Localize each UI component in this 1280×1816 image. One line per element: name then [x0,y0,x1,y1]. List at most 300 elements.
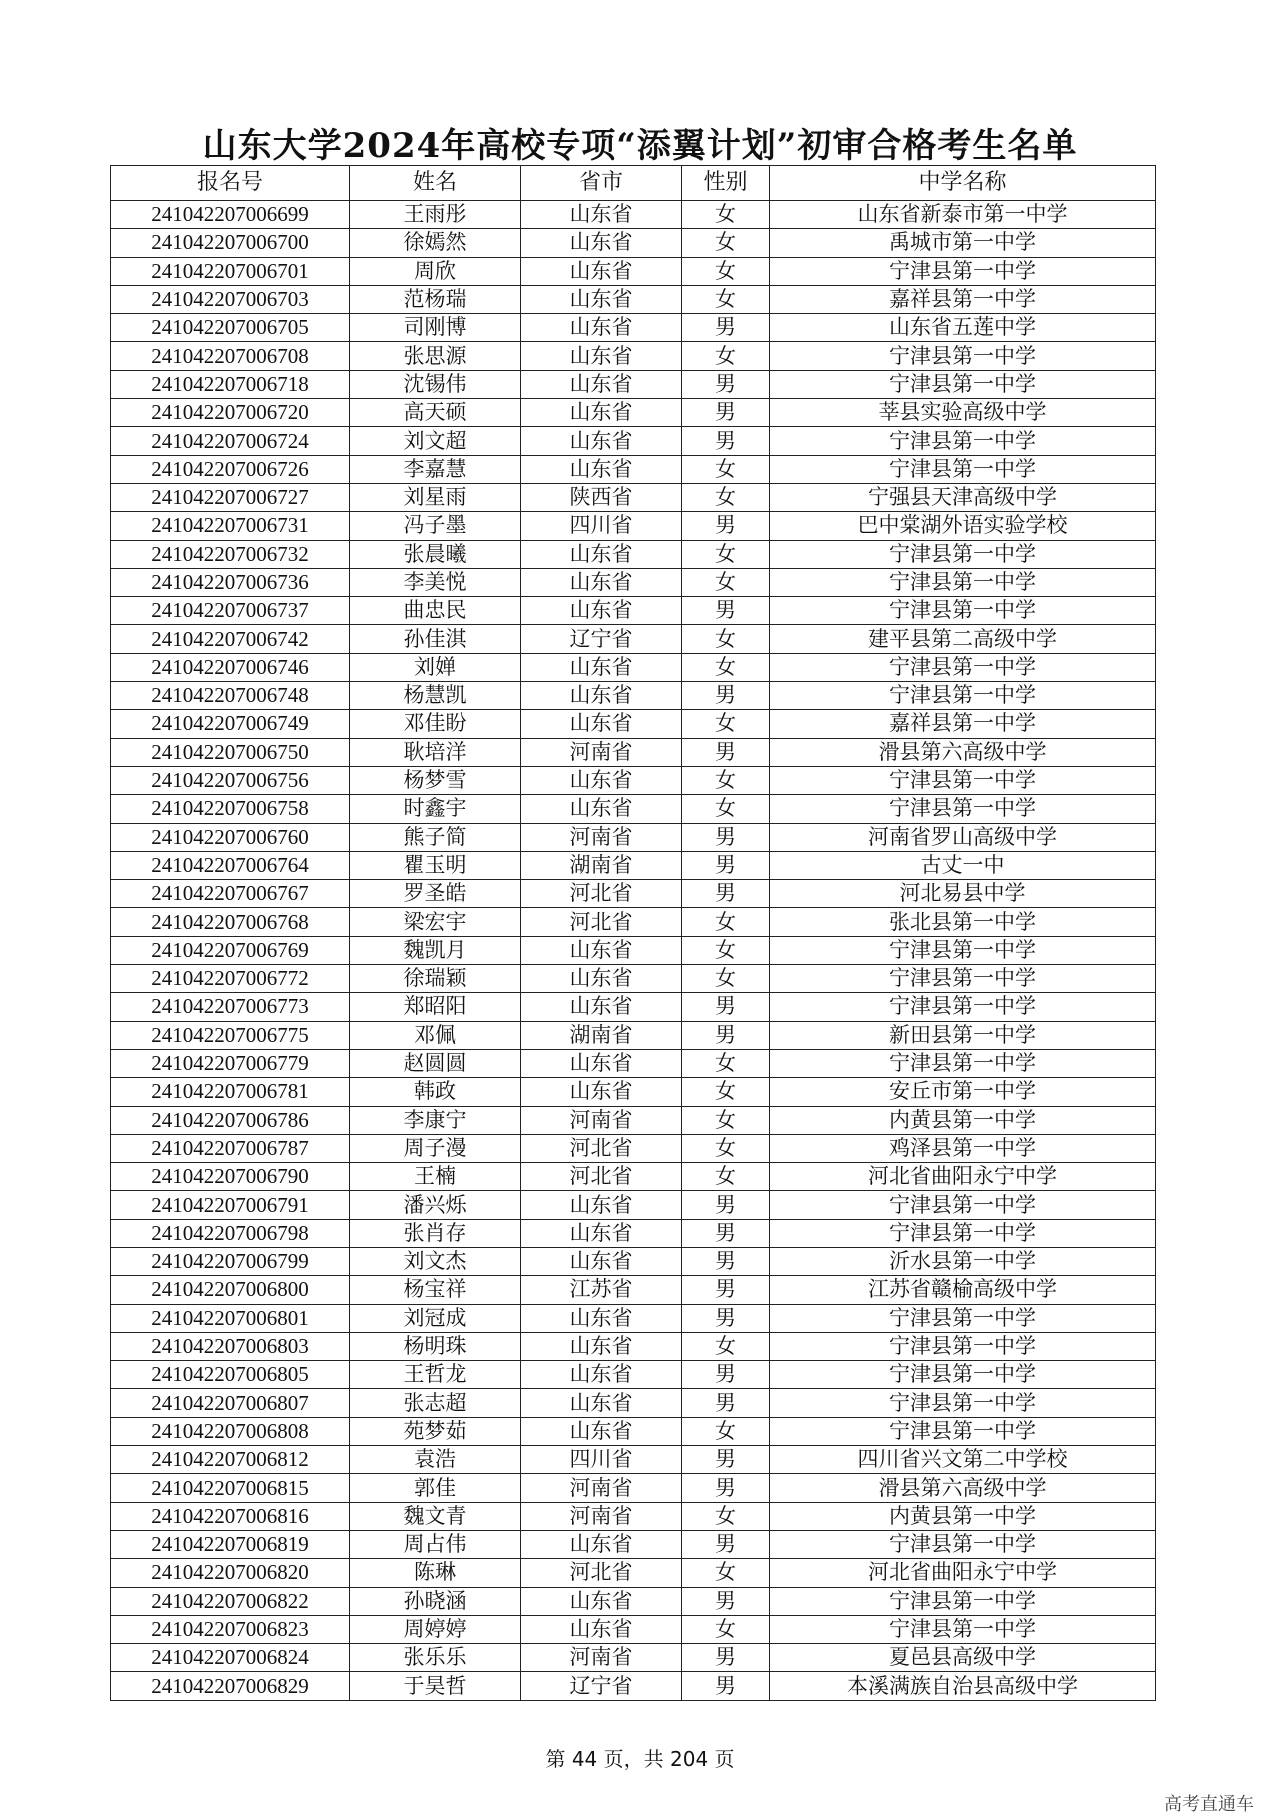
province-cell: 河北省 [521,880,682,908]
column-header-registration-no: 报名号 [111,166,350,201]
province-cell: 山东省 [521,1219,682,1247]
name-cell: 潘兴烁 [350,1191,521,1219]
column-header-gender: 性别 [682,166,770,201]
province-cell: 山东省 [521,257,682,285]
table-row [111,1021,1156,1049]
school-cell: 宁津县第一中学 [770,1530,1156,1558]
name-cell: 苑梦茹 [350,1417,521,1445]
table-row [111,1106,1156,1134]
registration-no-cell: 241042207006772 [111,965,350,993]
name-cell: 刘冠成 [350,1304,521,1332]
school-cell: 本溪满族自治县高级中学 [770,1672,1156,1700]
registration-no-cell: 241042207006815 [111,1474,350,1502]
name-cell: 曲忠民 [350,597,521,625]
table-row [111,342,1156,370]
school-cell: 宁津县第一中学 [770,766,1156,794]
table-header-row [111,166,1156,201]
name-cell: 周欣 [350,257,521,285]
registration-no-cell: 241042207006737 [111,597,350,625]
registration-no-cell: 241042207006791 [111,1191,350,1219]
name-cell: 王楠 [350,1163,521,1191]
school-cell: 宁津县第一中学 [770,795,1156,823]
province-cell: 河南省 [521,823,682,851]
table-row [111,1134,1156,1162]
table-row [111,568,1156,596]
registration-no-cell: 241042207006705 [111,314,350,342]
table-row [111,1446,1156,1474]
name-cell: 袁浩 [350,1446,521,1474]
registration-no-cell: 241042207006731 [111,512,350,540]
gender-cell: 男 [682,1446,770,1474]
gender-cell: 女 [682,766,770,794]
name-cell: 魏文青 [350,1502,521,1530]
gender-cell: 男 [682,512,770,540]
registration-no-cell: 241042207006708 [111,342,350,370]
column-header-province: 省市 [521,166,682,201]
table-row [111,710,1156,738]
name-cell: 邓佳盼 [350,710,521,738]
table-row [111,1361,1156,1389]
registration-no-cell: 241042207006749 [111,710,350,738]
registration-no-cell: 241042207006824 [111,1644,350,1672]
province-cell: 陕西省 [521,483,682,511]
registration-no-cell: 241042207006732 [111,540,350,568]
gender-cell: 女 [682,936,770,964]
registration-no-cell: 241042207006816 [111,1502,350,1530]
gender-cell: 男 [682,880,770,908]
table-row [111,1530,1156,1558]
registration-no-cell: 241042207006700 [111,229,350,257]
school-cell: 河南省罗山高级中学 [770,823,1156,851]
school-cell: 宁津县第一中学 [770,1191,1156,1219]
school-cell: 滑县第六高级中学 [770,738,1156,766]
school-cell: 宁津县第一中学 [770,540,1156,568]
table-row [111,512,1156,540]
school-cell: 宁津县第一中学 [770,597,1156,625]
province-cell: 山东省 [521,1615,682,1643]
column-header-school: 中学名称 [770,166,1156,201]
name-cell: 杨明珠 [350,1332,521,1360]
name-cell: 王哲龙 [350,1361,521,1389]
registration-no-cell: 241042207006807 [111,1389,350,1417]
table-row [111,257,1156,285]
table-row [111,1417,1156,1445]
table-row [111,682,1156,710]
school-cell: 宁津县第一中学 [770,1304,1156,1332]
gender-cell: 女 [682,908,770,936]
gender-cell: 男 [682,597,770,625]
gender-cell: 女 [682,342,770,370]
gender-cell: 女 [682,1106,770,1134]
name-cell: 张晨曦 [350,540,521,568]
table-row [111,936,1156,964]
table-row [111,1332,1156,1360]
school-cell: 嘉祥县第一中学 [770,710,1156,738]
province-cell: 山东省 [521,1078,682,1106]
name-cell: 韩政 [350,1078,521,1106]
gender-cell: 女 [682,1049,770,1077]
gender-cell: 男 [682,738,770,766]
name-cell: 李美悦 [350,568,521,596]
name-cell: 于昊哲 [350,1672,521,1700]
province-cell: 山东省 [521,936,682,964]
table-row [111,795,1156,823]
name-cell: 张肖存 [350,1219,521,1247]
gender-cell: 女 [682,285,770,313]
table-row [111,993,1156,1021]
registration-no-cell: 241042207006746 [111,653,350,681]
gender-cell: 女 [682,540,770,568]
registration-no-cell: 241042207006781 [111,1078,350,1106]
school-cell: 宁津县第一中学 [770,653,1156,681]
table-row [111,1672,1156,1700]
registration-no-cell: 241042207006800 [111,1276,350,1304]
gender-cell: 男 [682,1530,770,1558]
registration-no-cell: 241042207006703 [111,285,350,313]
table-row [111,1644,1156,1672]
gender-cell: 女 [682,1134,770,1162]
gender-cell: 男 [682,1389,770,1417]
registration-no-cell: 241042207006803 [111,1332,350,1360]
gender-cell: 男 [682,823,770,851]
name-cell: 司刚博 [350,314,521,342]
school-cell: 宁津县第一中学 [770,370,1156,398]
table-row [111,625,1156,653]
table-row [111,766,1156,794]
school-cell: 宁津县第一中学 [770,1049,1156,1077]
name-cell: 孙晓涵 [350,1587,521,1615]
gender-cell: 男 [682,399,770,427]
registration-no-cell: 241042207006718 [111,370,350,398]
table-row [111,823,1156,851]
name-cell: 刘婵 [350,653,521,681]
registration-no-cell: 241042207006768 [111,908,350,936]
province-cell: 山东省 [521,1247,682,1275]
registration-no-cell: 241042207006805 [111,1361,350,1389]
table-row [111,1587,1156,1615]
name-cell: 时鑫宇 [350,795,521,823]
registration-no-cell: 241042207006820 [111,1559,350,1587]
province-cell: 山东省 [521,1417,682,1445]
name-cell: 刘文杰 [350,1247,521,1275]
registration-no-cell: 241042207006756 [111,766,350,794]
province-cell: 辽宁省 [521,1672,682,1700]
gender-cell: 男 [682,1219,770,1247]
name-cell: 王雨彤 [350,201,521,229]
name-cell: 高天硕 [350,399,521,427]
school-cell: 宁津县第一中学 [770,682,1156,710]
table-row [111,314,1156,342]
registration-no-cell: 241042207006812 [111,1446,350,1474]
province-cell: 山东省 [521,597,682,625]
table-row [111,1559,1156,1587]
school-cell: 巴中棠湖外语实验学校 [770,512,1156,540]
school-cell: 宁津县第一中学 [770,993,1156,1021]
name-cell: 刘星雨 [350,483,521,511]
table-row [111,399,1156,427]
gender-cell: 男 [682,427,770,455]
name-cell: 范杨瑞 [350,285,521,313]
registration-no-cell: 241042207006736 [111,568,350,596]
registration-no-cell: 241042207006819 [111,1530,350,1558]
table-row [111,1474,1156,1502]
province-cell: 河南省 [521,1474,682,1502]
province-cell: 山东省 [521,766,682,794]
name-cell: 徐嫣然 [350,229,521,257]
name-cell: 郑昭阳 [350,993,521,1021]
table-row [111,1219,1156,1247]
school-cell: 张北县第一中学 [770,908,1156,936]
school-cell: 宁津县第一中学 [770,1587,1156,1615]
province-cell: 辽宁省 [521,625,682,653]
table-row [111,597,1156,625]
gender-cell: 女 [682,568,770,596]
gender-cell: 女 [682,201,770,229]
name-cell: 陈琳 [350,1559,521,1587]
registration-no-cell: 241042207006769 [111,936,350,964]
page-footer: 第 44 页，共 204 页 [545,1747,735,1771]
gender-cell: 女 [682,1078,770,1106]
gender-cell: 男 [682,1587,770,1615]
school-cell: 禹城市第一中学 [770,229,1156,257]
province-cell: 山东省 [521,1304,682,1332]
registration-no-cell: 241042207006764 [111,851,350,879]
gender-cell: 女 [682,965,770,993]
school-cell: 宁津县第一中学 [770,1219,1156,1247]
table-row [111,229,1156,257]
province-cell: 山东省 [521,455,682,483]
name-cell: 杨慧凯 [350,682,521,710]
gender-cell: 女 [682,1417,770,1445]
name-cell: 张思源 [350,342,521,370]
school-cell: 内黄县第一中学 [770,1502,1156,1530]
school-cell: 新田县第一中学 [770,1021,1156,1049]
province-cell: 山东省 [521,1530,682,1558]
gender-cell: 女 [682,455,770,483]
gender-cell: 女 [682,625,770,653]
school-cell: 宁津县第一中学 [770,1332,1156,1360]
province-cell: 河北省 [521,908,682,936]
gender-cell: 女 [682,483,770,511]
registration-no-cell: 241042207006779 [111,1049,350,1077]
province-cell: 山东省 [521,965,682,993]
province-cell: 山东省 [521,653,682,681]
table-row [111,1163,1156,1191]
registration-no-cell: 241042207006799 [111,1247,350,1275]
table-row [111,1502,1156,1530]
school-cell: 宁强县天津高级中学 [770,483,1156,511]
province-cell: 山东省 [521,795,682,823]
school-cell: 宁津县第一中学 [770,1615,1156,1643]
province-cell: 山东省 [521,285,682,313]
table-row [111,1304,1156,1332]
school-cell: 河北易县中学 [770,880,1156,908]
province-cell: 山东省 [521,342,682,370]
name-cell: 周婷婷 [350,1615,521,1643]
name-cell: 杨宝祥 [350,1276,521,1304]
name-cell: 刘文超 [350,427,521,455]
province-cell: 山东省 [521,370,682,398]
name-cell: 梁宏宇 [350,908,521,936]
name-cell: 周子漫 [350,1134,521,1162]
province-cell: 山东省 [521,1587,682,1615]
name-cell: 瞿玉明 [350,851,521,879]
registration-no-cell: 241042207006760 [111,823,350,851]
gender-cell: 男 [682,1672,770,1700]
gender-cell: 女 [682,1332,770,1360]
document-title: 山东大学2024年高校专项“添翼计划”初审合格考生名单 [202,126,1078,166]
column-header-name: 姓名 [350,166,521,201]
registration-no-cell: 241042207006790 [111,1163,350,1191]
registration-no-cell: 241042207006808 [111,1417,350,1445]
school-cell: 沂水县第一中学 [770,1247,1156,1275]
province-cell: 山东省 [521,201,682,229]
registration-no-cell: 241042207006750 [111,738,350,766]
province-cell: 山东省 [521,399,682,427]
gender-cell: 男 [682,993,770,1021]
table-row [111,370,1156,398]
province-cell: 四川省 [521,1446,682,1474]
name-cell: 罗圣皓 [350,880,521,908]
school-cell: 宁津县第一中学 [770,455,1156,483]
gender-cell: 男 [682,1247,770,1275]
gender-cell: 男 [682,1191,770,1219]
name-cell: 张乐乐 [350,1644,521,1672]
province-cell: 山东省 [521,1389,682,1417]
registration-no-cell: 241042207006773 [111,993,350,1021]
gender-cell: 女 [682,1502,770,1530]
name-cell: 赵圆圆 [350,1049,521,1077]
province-cell: 山东省 [521,682,682,710]
table-row [111,1078,1156,1106]
school-cell: 宁津县第一中学 [770,1389,1156,1417]
registration-no-cell: 241042207006787 [111,1134,350,1162]
name-cell: 李康宁 [350,1106,521,1134]
province-cell: 山东省 [521,229,682,257]
name-cell: 耿培洋 [350,738,521,766]
gender-cell: 男 [682,682,770,710]
name-cell: 周占伟 [350,1530,521,1558]
province-cell: 湖南省 [521,1021,682,1049]
province-cell: 山东省 [521,568,682,596]
school-cell: 安丘市第一中学 [770,1078,1156,1106]
school-cell: 夏邑县高级中学 [770,1644,1156,1672]
table-row [111,738,1156,766]
name-cell: 熊子简 [350,823,521,851]
gender-cell: 女 [682,1615,770,1643]
name-cell: 张志超 [350,1389,521,1417]
gender-cell: 男 [682,1361,770,1389]
school-cell: 宁津县第一中学 [770,965,1156,993]
name-cell: 杨梦雪 [350,766,521,794]
school-cell: 嘉祥县第一中学 [770,285,1156,313]
name-cell: 孙佳淇 [350,625,521,653]
registration-no-cell: 241042207006699 [111,201,350,229]
table-row [111,1615,1156,1643]
gender-cell: 女 [682,653,770,681]
table-row [111,1389,1156,1417]
name-cell: 冯子墨 [350,512,521,540]
province-cell: 河南省 [521,1502,682,1530]
school-cell: 宁津县第一中学 [770,1361,1156,1389]
table-row [111,455,1156,483]
school-cell: 宁津县第一中学 [770,568,1156,596]
gender-cell: 男 [682,851,770,879]
table-row [111,1191,1156,1219]
school-cell: 江苏省赣榆高级中学 [770,1276,1156,1304]
gender-cell: 女 [682,229,770,257]
name-cell: 沈锡伟 [350,370,521,398]
school-cell: 宁津县第一中学 [770,936,1156,964]
name-cell: 徐瑞颖 [350,965,521,993]
table-row [111,285,1156,313]
school-cell: 山东省五莲中学 [770,314,1156,342]
table-row [111,851,1156,879]
province-cell: 江苏省 [521,1276,682,1304]
table-row [111,1276,1156,1304]
name-cell: 郭佳 [350,1474,521,1502]
school-cell: 宁津县第一中学 [770,427,1156,455]
province-cell: 河南省 [521,1644,682,1672]
registration-no-cell: 241042207006767 [111,880,350,908]
province-cell: 山东省 [521,1361,682,1389]
registration-no-cell: 241042207006742 [111,625,350,653]
province-cell: 山东省 [521,540,682,568]
school-cell: 山东省新泰市第一中学 [770,201,1156,229]
table-row [111,1247,1156,1275]
registration-no-cell: 241042207006724 [111,427,350,455]
registration-no-cell: 241042207006748 [111,682,350,710]
registration-no-cell: 241042207006726 [111,455,350,483]
school-cell: 鸡泽县第一中学 [770,1134,1156,1162]
table-row [111,483,1156,511]
province-cell: 山东省 [521,993,682,1021]
province-cell: 河北省 [521,1134,682,1162]
school-cell: 河北省曲阳永宁中学 [770,1163,1156,1191]
province-cell: 河北省 [521,1559,682,1587]
table-row [111,201,1156,229]
school-cell: 宁津县第一中学 [770,1417,1156,1445]
table-row [111,653,1156,681]
name-cell: 李嘉慧 [350,455,521,483]
registration-no-cell: 241042207006801 [111,1304,350,1332]
table-row [111,880,1156,908]
province-cell: 四川省 [521,512,682,540]
gender-cell: 男 [682,1304,770,1332]
gender-cell: 男 [682,1474,770,1502]
gender-cell: 男 [682,370,770,398]
name-cell: 魏凯月 [350,936,521,964]
school-cell: 古丈一中 [770,851,1156,879]
province-cell: 河南省 [521,1106,682,1134]
table-row [111,540,1156,568]
table-row [111,427,1156,455]
school-cell: 四川省兴文第二中学校 [770,1446,1156,1474]
gender-cell: 男 [682,1644,770,1672]
gender-cell: 女 [682,1559,770,1587]
gender-cell: 男 [682,1276,770,1304]
registration-no-cell: 241042207006798 [111,1219,350,1247]
registration-no-cell: 241042207006822 [111,1587,350,1615]
province-cell: 山东省 [521,314,682,342]
school-cell: 滑县第六高级中学 [770,1474,1156,1502]
province-cell: 山东省 [521,1332,682,1360]
gender-cell: 女 [682,710,770,738]
registration-no-cell: 241042207006727 [111,483,350,511]
watermark: 高考直通车 [1164,1794,1254,1815]
gender-cell: 女 [682,1163,770,1191]
registration-no-cell: 241042207006758 [111,795,350,823]
